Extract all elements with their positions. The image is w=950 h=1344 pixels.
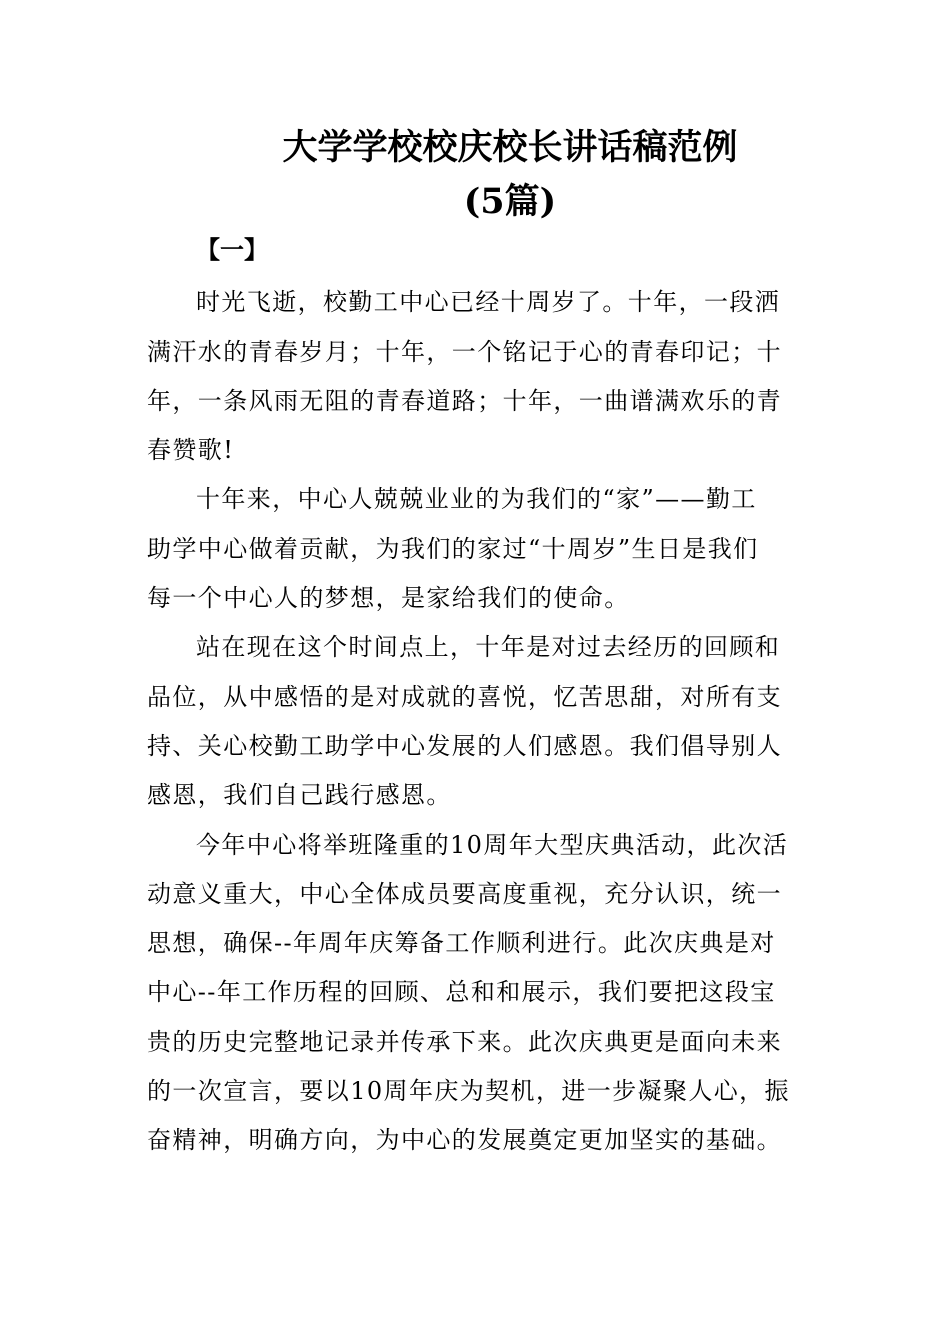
paragraph-line: 持、关心校勤工助学中心发展的人们感恩。我们倡导别人 [147, 732, 782, 760]
paragraph-line: 贵的历史完整地记录并传承下来。此次庆典更是面向未来 [147, 1028, 782, 1056]
paragraph-line: 动意义重大，中心全体成员要高度重视，充分认识，统一 [147, 880, 782, 908]
paragraph-line: 年，一条风雨无阻的青春道路；十年，一曲谱满欢乐的青 [147, 387, 782, 415]
paragraph-line: 品位，从中感悟的是对成就的喜悦，忆苦思甜，对所有支 [147, 683, 782, 711]
paragraph-line: 每一个中心人的梦想，是家给我们的使命。 [147, 584, 630, 612]
paragraph-line: 今年中心将举班隆重的10周年大型庆典活动，此次活 [196, 831, 789, 859]
paragraph-line: 助学中心做着贡献，为我们的家过“十周岁”生日是我们 [147, 535, 759, 563]
paragraph-line: 满汗水的青春岁月；十年，一个铭记于心的青春印记；十 [147, 338, 782, 366]
paragraph-line: 站在现在这个时间点上，十年是对过去经历的回顾和 [196, 633, 781, 661]
paragraph-line: 中心--年工作历程的回顾、总和和展示，我们要把这段宝 [147, 978, 776, 1006]
paragraph-line: 春赞歌! [147, 436, 235, 464]
paragraph-line: 奋精神，明确方向，为中心的发展奠定更加坚实的基础。 [147, 1126, 782, 1154]
paragraph-line: 时光飞逝，校勤工中心已经十周岁了。十年，一段洒 [196, 288, 781, 316]
section-marker: 【一】 [196, 235, 268, 264]
document-title: 大学学校校庆校长讲话稿范例 [282, 127, 738, 168]
paragraph-line: 感恩，我们自己践行感恩。 [147, 781, 452, 809]
paragraph-line: 十年来，中心人兢兢业业的为我们的“家”——勤工 [196, 485, 757, 513]
paragraph-line: 思想，确保--年周年庆筹备工作顺利进行。此次庆典是对 [147, 929, 776, 957]
paragraph-line: 的一次宣言，要以10周年庆为契机，进一步凝聚人心，振 [147, 1077, 790, 1105]
document-subtitle: (5篇) [463, 181, 557, 222]
